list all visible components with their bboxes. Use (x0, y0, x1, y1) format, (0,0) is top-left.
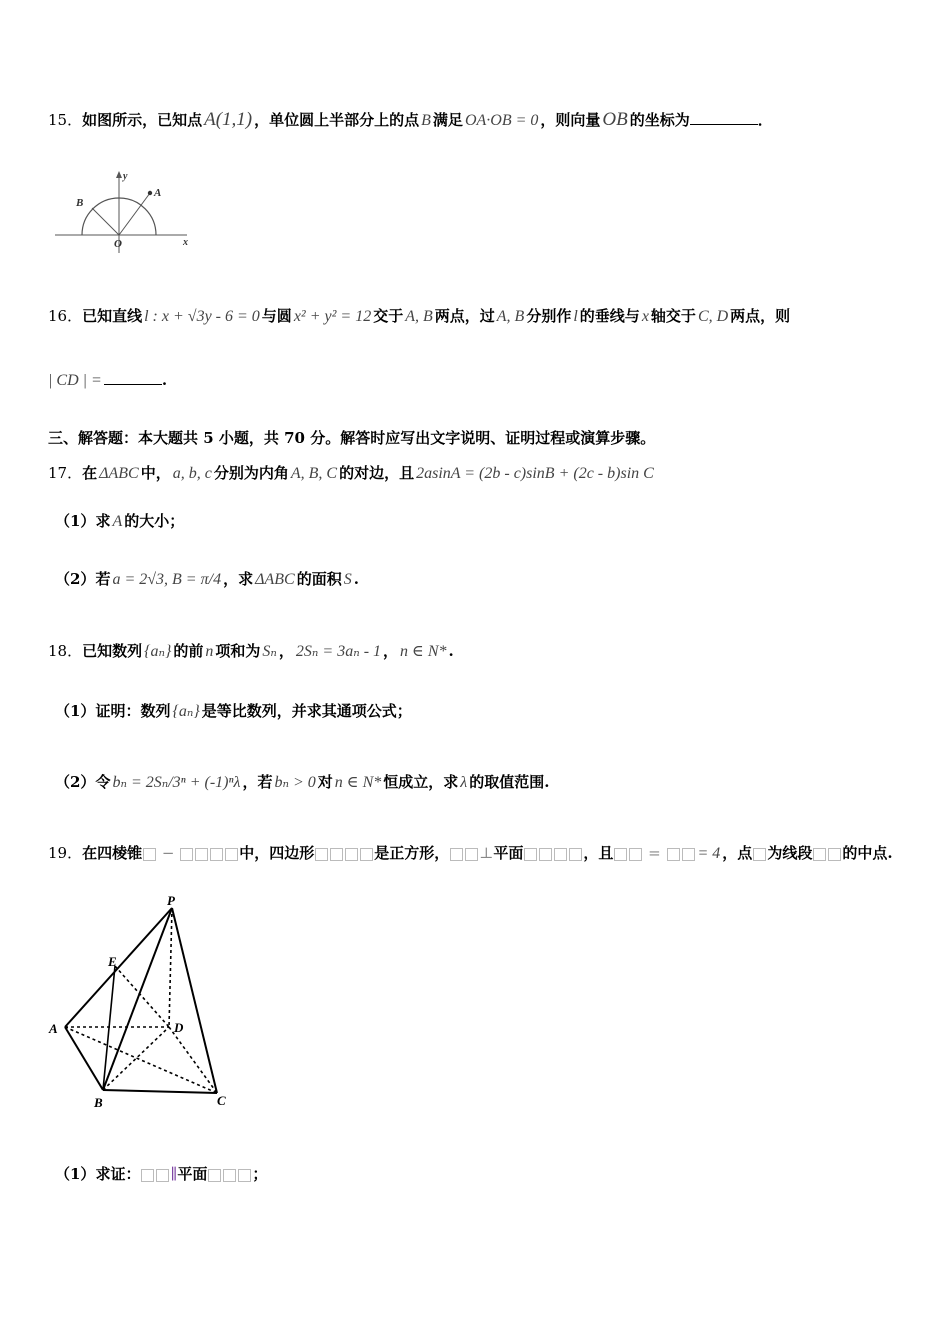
perpendicular-symbol: ⊥ (479, 844, 494, 862)
missing-glyph-icon (629, 848, 642, 861)
circle-equation-math: x² + y² = 12 (293, 308, 372, 325)
dash-symbol: − (157, 844, 180, 862)
parallel-symbol: ∥ (170, 1165, 178, 1183)
missing-glyph-icon (524, 848, 537, 861)
point-a-dot (148, 191, 152, 195)
missing-glyph-icon (682, 848, 695, 861)
q17-number: 17． (48, 464, 83, 482)
missing-glyph-icon (143, 848, 156, 861)
missing-glyph-icon (828, 848, 841, 861)
missing-glyph-icon (614, 848, 627, 861)
q15-number: 15． (48, 111, 83, 129)
dot-product-math: OA·OB = 0 (464, 112, 539, 129)
label-o: O (114, 238, 122, 250)
answer-blank (690, 108, 758, 125)
q17-part1: （1）求 A 的大小； (55, 512, 185, 530)
missing-glyph-icon (813, 848, 826, 861)
q18-number: 18． (48, 642, 83, 660)
q18-part2: （2）令 bₙ = 2Sₙ/3ⁿ + (-1)ⁿλ ，若 bₙ > 0 对 n ∈ N* 恒成立，求 λ 的取值范围. (55, 773, 550, 791)
missing-glyph-icon (465, 848, 478, 861)
missing-glyph-icon (554, 848, 567, 861)
q18-part1: （1）证明：数列 {aₙ} 是等比数列，并求其通项公式； (55, 702, 412, 720)
q19-text: 19．在四棱锥 − 中，四边形 是正方形， ⊥平面 ，且 = = 4 ，点 为线段 的中点. (48, 844, 893, 862)
q15-text: 15．如图所示，已知点 A(1,1) ，单位圆上半部分上的点 B 满足 OA·OB = 0 ，则向量 OB 的坐标为 ． (48, 109, 773, 130)
missing-glyph-icon (450, 848, 463, 861)
segment-ob (92, 208, 119, 235)
answer-blank (104, 368, 162, 385)
given-values-math: a = 2√3, B = π/4 (112, 571, 222, 588)
missing-glyph-icon (225, 848, 238, 861)
segment-ed-dashed (115, 966, 169, 1027)
pyramid-figure (45, 890, 245, 1115)
missing-glyph-icon (238, 1169, 251, 1182)
missing-glyph-icon (156, 1169, 169, 1182)
segment-oa (119, 193, 150, 235)
label-e: E (108, 954, 117, 969)
q19-part1: （1）求证： ∥平面 ； (55, 1165, 268, 1183)
unit-circle-figure (52, 168, 202, 258)
q19-number: 19． (48, 844, 83, 862)
q18-text: 18．已知数列 {aₙ} 的前 n 项和为 Sₙ ， 2Sₙ = 3aₙ - 1 ， n ∈ N* . (48, 642, 454, 660)
edge-ab (65, 1027, 103, 1090)
label-d: D (174, 1020, 184, 1035)
missing-glyph-icon (210, 848, 223, 861)
q16-text: 16．已知直线 l : x + √3y - 6 = 0 与圆 x² + y² = 12 交于 A, B 两点，过 A, B 分别作 l 的垂线与 x 轴交于 C, D 两点，则 (48, 307, 791, 325)
edge-pc (172, 908, 217, 1093)
segment-bd-dashed (103, 1027, 169, 1090)
missing-glyph-icon (667, 848, 680, 861)
sum-relation-math: 2Sₙ = 3aₙ - 1 (295, 643, 382, 660)
missing-glyph-icon (208, 1169, 221, 1182)
missing-glyph-icon (345, 848, 358, 861)
missing-glyph-icon (141, 1169, 154, 1182)
y-arrow-icon (116, 171, 122, 178)
label-x: x (183, 237, 188, 248)
missing-glyph-icon (315, 848, 328, 861)
missing-glyph-icon (569, 848, 582, 861)
missing-glyph-icon (180, 848, 193, 861)
edge-pd-dashed (169, 908, 172, 1027)
bn-definition-math: bₙ = 2Sₙ/3ⁿ + (-1)ⁿλ (112, 774, 241, 791)
missing-glyph-icon (330, 848, 343, 861)
missing-glyph-icon (539, 848, 552, 861)
label-a: A (49, 1021, 58, 1036)
edge-bc (103, 1090, 217, 1093)
missing-glyph-icon (360, 848, 373, 861)
label-b: B (94, 1095, 103, 1110)
cd-length-math: | CD | = (48, 372, 102, 389)
line-equation-math: l : x + √3y - 6 = 0 (144, 308, 260, 325)
missing-glyph-icon (223, 1169, 236, 1182)
section-header: 三、解答题：本大题共 5 小题，共 70 分。解答时应写出文字说明、证明过程或演算步骤。 (48, 429, 656, 447)
label-p: P (167, 893, 175, 908)
segment-ac-dashed (65, 1027, 217, 1093)
q16-answer-line: | CD | = . (48, 368, 167, 392)
missing-glyph-icon (195, 848, 208, 861)
edge-pb (103, 908, 172, 1090)
missing-glyph-icon (753, 848, 766, 861)
q16-number: 16． (48, 307, 83, 325)
label-y: y (123, 171, 128, 182)
label-b: B (76, 197, 84, 209)
point-a-math: A(1,1) (204, 109, 253, 130)
sine-equation-math: 2asinA = (2b - c)sinB + (2c - b)sin C (416, 465, 654, 482)
label-a: A (154, 187, 162, 199)
q17-part2: （2）若 a = 2√3, B = π/4 ，求 ΔABC 的面积 S . (55, 570, 359, 588)
label-c: C (217, 1093, 226, 1108)
edge-pa (65, 908, 172, 1027)
q17-text: 17．在 ΔABC 中， a, b, c 分别为内角 A, B, C 的对边，且 2asinA = (2b - c)sinB + (2c - b)sin C (48, 464, 654, 482)
equals-symbol: = (643, 844, 666, 862)
